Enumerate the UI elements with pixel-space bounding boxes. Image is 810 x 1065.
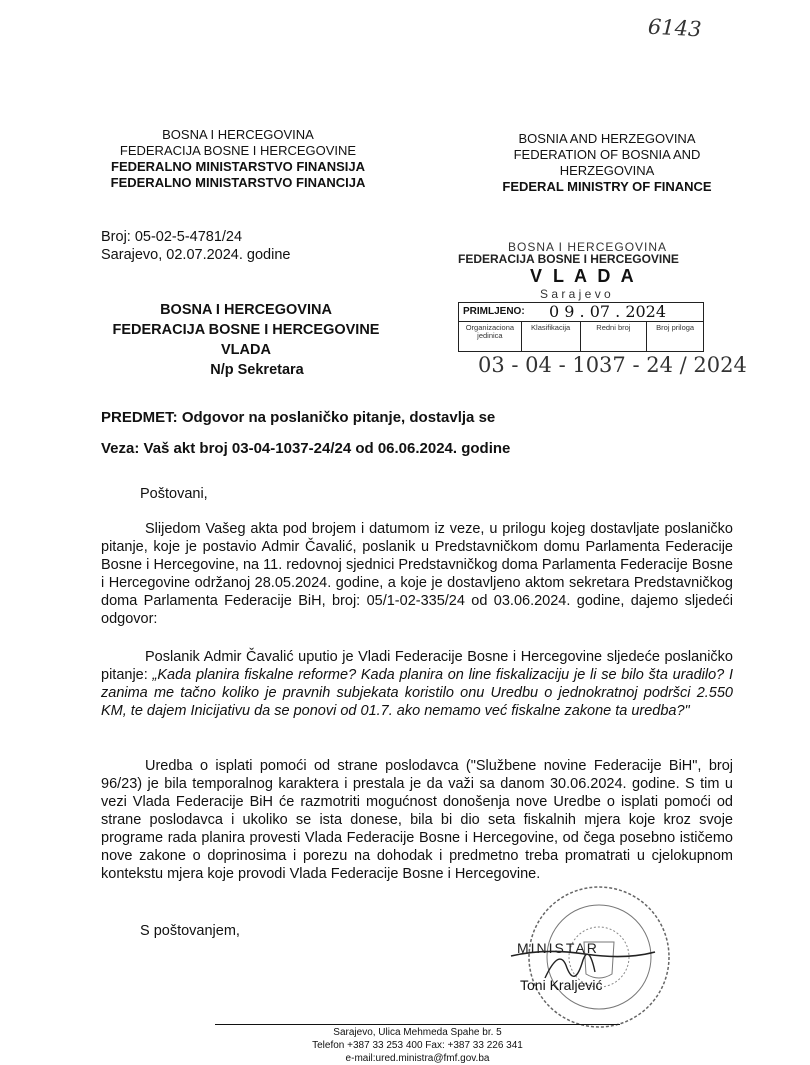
subject-text: Odgovor na poslaničko pitanje, dostavlja se [181, 409, 496, 426]
link-text: Vaš akt broj 03-04-1037-24/24 od 06.06.2024. godine [143, 440, 511, 457]
stamp-line4: S a r a j e v o [540, 287, 611, 301]
stamp-line3: V L A D A [530, 266, 637, 286]
stamp-col-classification: Klasifikacija [522, 322, 581, 351]
letterhead-left [100, 127, 376, 191]
stamp-line2: FEDERACIJA BOSNE I HERCEGOVINE [458, 252, 679, 266]
link-line [101, 440, 510, 458]
recipient-line4: N/p Sekretara [210, 362, 304, 378]
subject-line [101, 409, 495, 427]
recipient-line3: VLADA [221, 342, 271, 358]
stamp-line1: BOSNA I HERCEGOVINA [508, 240, 668, 254]
stamp-received-date: 0 9 . 07 . 2024 [549, 302, 667, 321]
recipient-line1: BOSNA I HERCEGOVINA [160, 302, 332, 318]
salutation: Poštovani, [140, 486, 208, 502]
handwritten-number: 6143 [647, 14, 703, 42]
signature-block [505, 938, 665, 998]
letterhead-right-line1: BOSNIA AND HERZEGOVINA [518, 131, 696, 146]
letterhead-left-line3: FEDERALNO MINISTARSTVO FINANSIJA [111, 159, 365, 174]
stamp-col-org-unit: Organizaciona jedinica [459, 322, 522, 351]
letterhead-right-line3: HERZEGOVINA [559, 163, 655, 178]
letterhead-left-line1: BOSNA I HERCEGOVINA [162, 127, 314, 142]
paragraph-3: Uredba o isplati pomoći od strane poslodavca ("Službene novine Federacije BiH", broj 96/23) je bila temporalnog karaktera i prestala je da važi sa danom 30.06.2024. godine. S tim u vezi Vlada Federacije BiH će razmotriti mogućnost donošenja nove Uredbe o isplati pomoći od strane poslodavca i ukoliko se ista donese, bila bi dio seta fiskalnih mjera koje kroz svoje programe rada planira provesti Vlada Federacije Bosne i Hercegovine, od čega posebno ističemo nove zakone o doprinosima i porezu na dohodak i predmetno treba promatrati u cjelokupnom kontekstu mjera koje provodi Vlada Federacije Bosne i Hercegovine. [101, 758, 733, 882]
letterhead-right-line2: FEDERATION OF BOSNIA AND [513, 147, 701, 162]
stamp-received-label: PRIMLJENO: [463, 306, 525, 317]
footer-phone: Telefon +387 33 253 400 Fax: +387 33 226 341 [312, 1040, 523, 1051]
stamp-col-serial: Redni broj [581, 322, 648, 351]
received-stamp [440, 240, 747, 390]
closing: S poštovanjem, [140, 923, 240, 939]
paragraph-2 [101, 648, 733, 720]
paragraph-2-intro: Poslanik Admir Čavalić uputio je Vladi Federacije Bosne i Hercegovine sljedeće poslaničko pitanje: [101, 649, 733, 683]
letterhead-right-line4: FEDERAL MINISTRY OF FINANCE [502, 179, 712, 194]
reference-number: Broj: 05-02-5-4781/24 [101, 229, 243, 245]
letterhead-left-line4: FEDERALNO MINISTARSTVO FINANCIJA [110, 175, 366, 190]
stamp-col-attachments: Broj priloga [656, 323, 695, 332]
paragraph-1: Slijedom Vašeg akta pod brojem i datumom iz veze, u prilogu kojeg dostavljate poslaničko pitanje, koje je postavio Admir Čavalić, poslanik u Predstavničkom domu Parlamenta Federacije Bosne i Hercegovine, na 11. redovnoj sjednici Predstavničkog doma Parlamenta Federacije Bosne i Hercegovine održanoj 28.05.2024. godine, a koje je dostavljeno aktom sekretara Predstavničkog doma Parlamenta Federacije BiH, broj: 05/1-02-335/24 od 03.06.2024. godine, dajemo sljedeći odgovor: [101, 521, 733, 627]
recipient-block [98, 300, 394, 380]
stamp-box [458, 302, 704, 352]
footer-address: Sarajevo, Ulica Mehmeda Spahe br. 5 [333, 1027, 502, 1038]
stamp-handwritten-ref: 03 - 04 - 1037 - 24 / 2024 [478, 353, 747, 377]
signature-title: MINISTAR [517, 940, 599, 956]
link-label: Veza: [101, 440, 140, 457]
signature-name: Toni Kraljević [520, 977, 603, 993]
footer-email: e-mail:ured.ministra@fmf.gov.ba [345, 1053, 490, 1064]
reference-block [101, 228, 290, 264]
recipient-line2: FEDERACIJA BOSNE I HERCEGOVINE [112, 322, 380, 338]
subject-label: PREDMET: [101, 409, 178, 426]
footer [215, 1026, 620, 1065]
letterhead-right [487, 131, 727, 195]
reference-place-date: Sarajevo, 02.07.2024. godine [101, 247, 291, 263]
footer-divider [215, 1024, 620, 1025]
letterhead-left-line2: FEDERACIJA BOSNE I HERCEGOVINE [119, 143, 357, 158]
paragraph-2-question: „Kada planira fiskalne reforme? Kada planira on line fiskalizaciju je li se bilo šta uradilo? I zanima me tačno koliko je pravnih subjekata koristilo onu Uredbu o jednokratnoj podršci 2.550 KM, te dajem Inicijativu da se ponovi od 01.7. ako nemamo već fiskalne zakone ta uredba?" [101, 667, 733, 719]
